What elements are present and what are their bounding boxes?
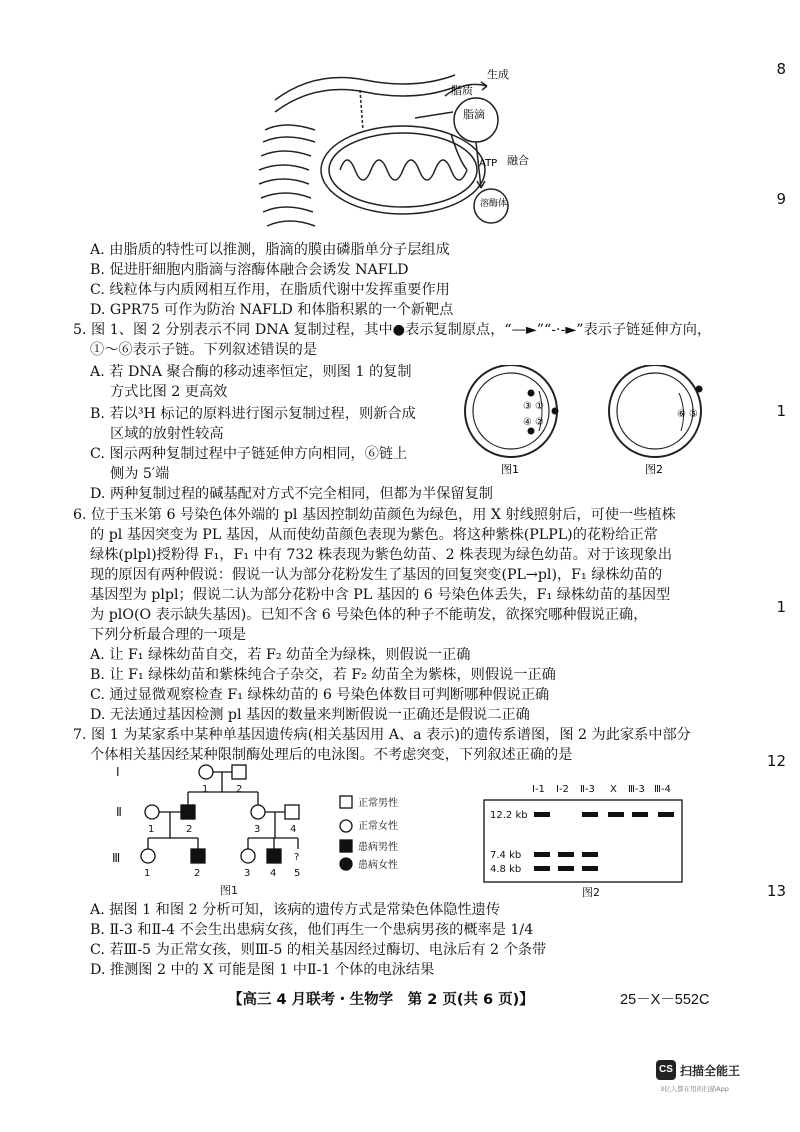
q6-stem-line6: 为 plO(O 表示缺失基因)。已知不含 6 号染色体的种子不能萌发，欲探究哪种假说正确， [90, 607, 648, 623]
gen3-num-2: 2 [194, 868, 201, 879]
gel-fig-label: 图2 [582, 886, 600, 898]
side-number: 1 [776, 402, 786, 420]
gen-label-2: Ⅱ [116, 805, 122, 819]
q7-stem-line2: 个体相关基因经某种限制酶处理后的电泳图。不考虑突变，下列叙述正确的是 [90, 747, 573, 763]
q4-option-b: B. 促进肝細胞内脂滴与溶酶体融合会诱发 NAFLD [90, 262, 409, 278]
scanner-watermark [656, 1060, 774, 1100]
band-label-7-4: 7.4 kb [490, 850, 522, 861]
fig1-mark-4: ④ [523, 417, 532, 428]
pedigree-iii2 [191, 849, 205, 863]
pedigree-iii1 [141, 849, 155, 863]
gen3-num-3: 3 [244, 868, 251, 879]
gen2-num-2: 2 [186, 824, 193, 835]
q6-option-c: C. 通过显微观察检查 F₁ 绿株幼苗的 6 号染色体数目可判断哪种假说正确 [90, 687, 550, 703]
gen3-num-4: 4 [270, 868, 277, 879]
pedigree-figure [108, 762, 408, 898]
pedigree-ii4 [285, 805, 299, 819]
q6-option-a: A. 让 F₁ 绿株幼苗自交，若 F₂ 幼苗全为绿株，则假说一正确 [90, 647, 471, 663]
q6-stem-line7: 下列分析最合理的一项是 [90, 627, 247, 643]
q7-stem-line1: 7. 图 1 为某家系中某种单基因遗传病(相关基因用 A、a 表示)的遗传系谱图，图 2 为此家系中部分 [73, 727, 691, 743]
q5-option-b: B. 若以³H 标记的原料进行图示复制过程，则新合成 [90, 406, 416, 422]
legend-affected-female: 患病女性 [358, 860, 398, 871]
gen2-num-3: 3 [254, 824, 261, 835]
fig2-label: 图2 [645, 463, 663, 476]
pedigree-i1 [199, 765, 213, 779]
gel-figure [478, 780, 708, 898]
gen3-num-1: 1 [144, 868, 151, 879]
gen-label-1: Ⅰ [116, 765, 120, 779]
q7-option-d: D. 推测图 2 中的 X 可能是图 1 中Ⅱ-1 个体的电泳结果 [90, 962, 435, 978]
pedigree-ii1 [145, 805, 159, 819]
side-number: 1 [776, 598, 786, 616]
band-label-12-2: 12.2 kb [490, 810, 528, 821]
side-number: 12 [766, 752, 786, 770]
q5-option-d: D. 两种复制过程的碱基配对方式不完全相同，但都为半保留复制 [90, 486, 493, 502]
exam-code: 25－X－552C [620, 992, 710, 1008]
q5-option-a: A. 若 DNA 聚合酶的移动速率恒定，则图 1 的复制 [90, 364, 412, 380]
q4-option-d: D. GPR75 可作为防治 NAFLD 和体脂积累的一个新靶点 [90, 302, 454, 318]
q7-option-a: A. 据图 1 和图 2 分析可知，该病的遗传方式是常染色体隐性遗传 [90, 902, 501, 918]
label-atp: ATP [479, 158, 498, 169]
fig2-mark-6: ⑥ [677, 409, 686, 420]
fig1-label: 图1 [501, 463, 519, 476]
gen-label-3: Ⅲ [112, 851, 121, 865]
q6-option-b: B. 让 F₁ 绿株幼苗和紫株纯合子杂交，若 F₂ 幼苗全为紫株，则假说一正确 [90, 667, 556, 683]
question-mark: ? [294, 852, 300, 863]
gen2-num-4: 4 [290, 824, 297, 835]
q7-option-c: C. 若Ⅲ-5 为正常女孩，则Ⅲ-5 的相关基因经过酶切、电泳后有 2 个条带 [90, 942, 547, 958]
page-footer: 【高三 4 月联考・生物学 第 2 页(共 6 页)】 [228, 992, 534, 1008]
gen1-num-2: 2 [236, 784, 243, 795]
lane-label-5: Ⅲ-3 [628, 784, 645, 795]
label-lysosome: 溶酶体 [480, 199, 508, 209]
pedigree-i2 [232, 765, 246, 779]
side-number: 13 [766, 882, 786, 900]
q7-option-b: B. Ⅱ-3 和Ⅱ-4 不会生出患病女孩，他们再生一个患病男孩的概率是 1/4 [90, 922, 534, 938]
q5-stem-line2: ①～⑥表示子链。下列叙述错误的是 [90, 342, 318, 358]
q6-stem-line1: 6. 位于玉米第 6 号染色体外端的 pl 基因控制幼苗颜色为绿色，用 X 射线照射后，可使一些植株 [73, 507, 676, 523]
lane-label-2: Ⅰ-2 [556, 784, 569, 795]
fig1-mark-1: ① [535, 401, 544, 412]
pedigree-iii4 [267, 849, 281, 863]
label-lipid: 脂质 [451, 84, 473, 97]
pedigree-fig-label: 图1 [220, 884, 238, 897]
legend-affected-male: 患病男性 [358, 842, 398, 853]
fig1-mark-3: ③ [523, 401, 532, 412]
q4-option-c: C. 线粒体与内质网相互作用，在脂质代谢中发挥重要作用 [90, 282, 450, 298]
side-number: 9 [776, 190, 786, 208]
cs-logo-icon: CS [656, 1060, 676, 1080]
legend-normal-female: 正常女性 [358, 821, 398, 832]
q5-option-c: C. 图示两种复制过程中子链延伸方向相同，⑥链上 [90, 446, 408, 462]
q6-stem-line2: 的 pl 基因突变为 PL 基因，从而使幼苗颜色表现为紫色。将这种紫株(PLPL)的花粉给正常 [90, 527, 658, 543]
gen3-num-5: 5 [294, 868, 301, 879]
fig2-mark-5: ⑤ [689, 409, 698, 420]
fig1-mark-2: ② [535, 417, 544, 428]
pedigree-iii3 [241, 849, 255, 863]
scanner-name: 扫描全能王 [680, 1064, 741, 1078]
band-label-4-8: 4.8 kb [490, 864, 522, 875]
q6-stem-line3: 绿株(plpl)授粉得 F₁，F₁ 中有 732 株表现为紫色幼苗、2 株表现为绿色幼苗。对于该现象出 [90, 547, 673, 563]
lane-label-4: X [610, 784, 617, 795]
q5-option-a-cont: 方式比图 2 更高效 [110, 384, 228, 400]
q6-stem-line5: 基因型为 plpl；假说二认为部分花粉中含 PL 基因的 6 号染色体丢失，F₁ 绿株幼苗的基因型 [90, 587, 671, 603]
scanner-tagline: 3亿人都在用的扫描App [660, 1085, 729, 1093]
lane-label-6: Ⅲ-4 [654, 784, 671, 795]
legend-normal-male: 正常男性 [358, 798, 398, 809]
gen2-num-1: 1 [148, 824, 155, 835]
lane-label-1: Ⅰ-1 [532, 784, 545, 795]
q4-option-a: A. 由脂质的特性可以推测，脂滴的膜由磷脂单分子层组成 [90, 242, 450, 258]
q5-option-b-cont: 区域的放射性较高 [110, 426, 224, 442]
pedigree-ii3 [251, 805, 265, 819]
q6-stem-line4: 现的原因有两种假说：假说一认为部分花粉发生了基因的回复突变(PL→pl)，F₁ 绿株幼苗的 [90, 567, 663, 583]
side-number: 8 [776, 60, 786, 78]
dna-replication-figures [455, 365, 725, 477]
label-synthesis: 生成 [487, 68, 509, 81]
q5-option-c-cont: 侧为 5′端 [110, 466, 170, 482]
label-fusion: 融合 [507, 154, 529, 167]
gen1-num-1: 1 [202, 784, 209, 795]
q5-stem-line1: 5. 图 1、图 2 分别表示不同 DNA 复制过程，其中●表示复制原点，“—►”“-·-►”表示子链延伸方向， [73, 322, 712, 338]
pedigree-ii2 [181, 805, 195, 819]
label-lipid-droplet: 脂滴 [463, 108, 485, 121]
cell-organelle-figure [255, 60, 545, 238]
lane-label-3: Ⅱ-3 [580, 784, 595, 795]
q6-option-d: D. 无法通过基因检测 pl 基因的数量来判断假说一正确还是假说二正确 [90, 707, 530, 723]
